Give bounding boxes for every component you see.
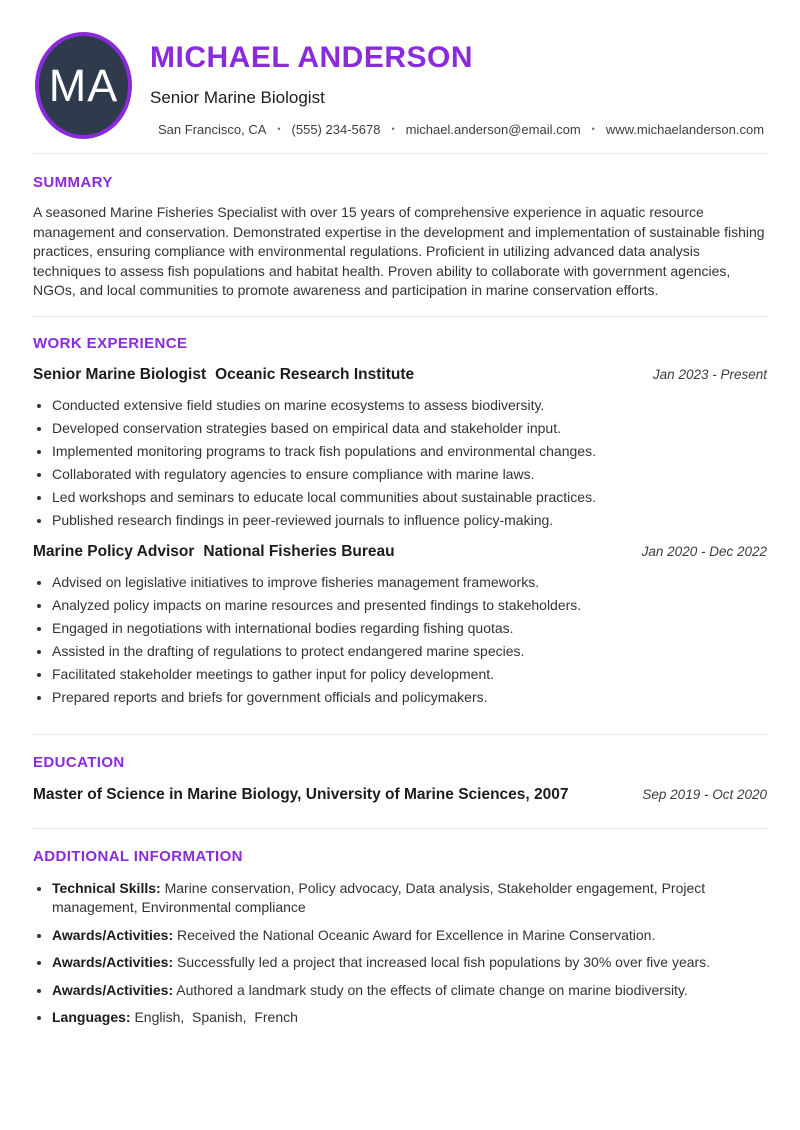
additional-info-list xyxy=(33,879,767,1028)
job-company: National Fisheries Bureau xyxy=(203,542,395,560)
job-bullet: • Implemented monitoring programs to track fish populations and environmental changes. xyxy=(52,441,767,461)
info-text: Marine conservation, Policy advocacy, Data analysis, Stakeholder engagement, Project management, Environmental compliance xyxy=(52,879,710,916)
info-label: Awards/Activities: xyxy=(52,926,174,943)
job-title-line xyxy=(33,542,395,561)
resume-header xyxy=(0,0,800,153)
info-label: Awards/Activities: xyxy=(52,954,174,971)
job-bullet: • Advised on legislative initiatives to improve fisheries management frameworks. xyxy=(52,572,767,592)
job-bullet: • Engaged in negotiations with international bodies regarding fishing quotas. xyxy=(52,618,767,638)
job-bullet: • Collaborated with regulatory agencies to ensure compliance with marine laws. xyxy=(52,464,767,484)
info-text: Received the National Oceanic Award for Excellence in Marine Conservation. xyxy=(177,926,656,943)
job-bullet: • Published research findings in peer-reviewed journals to influence policy-making. xyxy=(52,510,767,530)
work-experience-heading: WORK EXPERIENCE xyxy=(33,334,188,352)
avatar xyxy=(35,32,132,139)
info-text: Successfully led a project that increased local fish populations by 30% over five years. xyxy=(177,954,711,971)
section-education xyxy=(0,754,800,828)
job-header xyxy=(33,365,767,384)
section-additional-information xyxy=(0,848,800,1028)
job-bullet: • Assisted in the drafting of regulations to protect endangered marine species. xyxy=(52,641,767,661)
job-bullet: • Led workshops and seminars to educate local communities about sustainable practices. xyxy=(52,487,767,507)
dot-separator-icon: • xyxy=(277,124,281,134)
education-heading: EDUCATION xyxy=(33,753,125,771)
summary-text: A seasoned Marine Fisheries Specialist with over 15 years of comprehensive experience in aquatic resource management and conservation. Demonstrated expertise in the development and implementation of sustainable fishing practices, ensuring compliance with environmental regulations. Proficient in utilizing advanced data analysis techniques to assess fish populations and habitat health. Proven ability to collaborate with government agencies, NGOs, and local communities to promote awareness and participation in marine conservation efforts. xyxy=(33,204,765,299)
education-degree: Master of Science in Marine Biology, University of Marine Sciences, 2007 xyxy=(33,785,569,803)
job-company: Oceanic Research Institute xyxy=(215,365,415,383)
job-title-line xyxy=(33,365,414,384)
section-summary xyxy=(0,174,800,316)
job-bullet-list xyxy=(33,395,767,530)
section-divider xyxy=(33,316,767,317)
additional-information-heading: ADDITIONAL INFORMATION xyxy=(33,847,243,865)
contact-row xyxy=(150,121,764,138)
info-item xyxy=(52,953,767,973)
contact-location: San Francisco, CA xyxy=(158,122,267,137)
job-dates: Jan 2020 - Dec 2022 xyxy=(641,543,767,559)
section-divider xyxy=(33,828,767,829)
info-label: Awards/Activities: xyxy=(52,981,174,998)
avatar-initials: MA xyxy=(48,59,119,111)
section-divider xyxy=(33,734,767,735)
info-text: English, Spanish, French xyxy=(134,1009,298,1026)
job-bullet: • Developed conservation strategies based on empirical data and stakeholder input. xyxy=(52,418,767,438)
job-bullet: • Prepared reports and briefs for government officials and policymakers. xyxy=(52,687,767,707)
dot-separator-icon: • xyxy=(591,124,595,134)
info-label: Technical Skills: xyxy=(52,879,161,896)
info-label: Languages: xyxy=(52,1009,131,1026)
education-dates: Sep 2019 - Oct 2020 xyxy=(642,786,767,802)
job-bullet-list xyxy=(33,572,767,707)
job-dates: Jan 2023 - Present xyxy=(652,366,767,382)
job-bullet: • Analyzed policy impacts on marine resources and presented findings to stakeholders. xyxy=(52,595,767,615)
education-entry xyxy=(33,785,767,828)
info-item xyxy=(52,926,767,946)
info-item xyxy=(52,879,767,918)
dot-separator-icon: • xyxy=(391,124,395,134)
job-bullet: • Conducted extensive field studies on marine ecosystems to assess biodiversity. xyxy=(52,395,767,415)
job-role: Senior Marine Biologist xyxy=(33,365,207,383)
contact-website: www.michaelanderson.com xyxy=(605,122,765,137)
info-item xyxy=(52,1008,767,1028)
header-text xyxy=(150,32,764,139)
job-role: Marine Policy Advisor xyxy=(33,542,195,560)
job-header xyxy=(33,542,767,561)
job-entry xyxy=(33,542,767,707)
info-item xyxy=(52,981,767,1001)
candidate-name: MICHAEL ANDERSON xyxy=(150,41,474,74)
candidate-job-title: Senior Marine Biologist xyxy=(150,88,325,107)
section-work-experience xyxy=(0,335,800,734)
summary-heading: SUMMARY xyxy=(33,174,113,191)
info-text: Authored a landmark study on the effects of climate change on marine biodiversity. xyxy=(176,981,688,998)
contact-email: michael.anderson@email.com xyxy=(405,122,581,137)
job-entry xyxy=(33,365,767,530)
contact-phone: (555) 234-5678 xyxy=(291,122,381,137)
section-divider xyxy=(33,153,767,154)
job-bullet: • Facilitated stakeholder meetings to gather input for policy development. xyxy=(52,664,767,684)
